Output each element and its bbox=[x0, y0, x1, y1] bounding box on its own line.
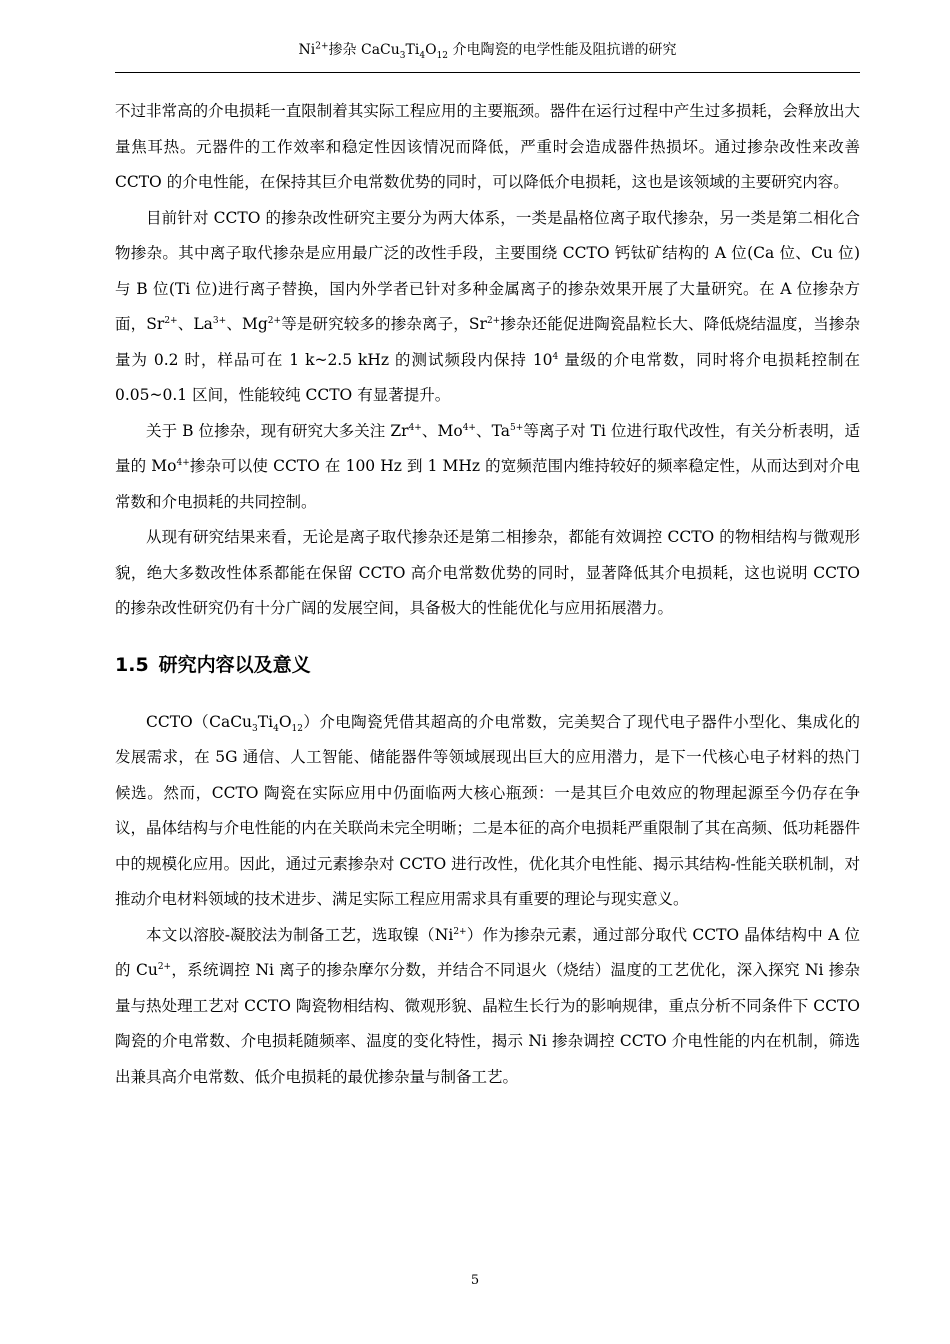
paragraph: 本文以溶胶-凝胶法为制备工艺，选取镍$(Ni^{2+})$作为掺杂元素，通过部分取代 CCTO 晶体结构中 A 位的 $Cu^{2+}$，系统调控 Ni 离子的掺杂摩尔分数，并结合不同退火（烧结）温度的工艺优化，深入探究 Ni 掺杂量与热处理工艺对 CCTO 陶瓷物相结构、微观形貌、晶粒生长行为的影响规律，重点分析不同条件下 CCTO 陶瓷的介电常数、介电损耗随频率、温度的变化特性，揭示 Ni 掺杂调控 CCTO 介电性能的内在机制，筛选出兼具高介电常数、低介电损耗的最优掺杂量与制备工艺。 bbox=[115, 925, 861, 1086]
paragraph: 从现有研究结果来看，无论是离子取代掺杂还是第二相掺杂，都能有效调控 CCTO 的物相结构与微观形貌，绝大多数改性体系都能在保留 CCTO 高介电常数优势的同时，显著降低其介电损耗，这也说明 CCTO 的掺杂改性研究仍有十分广阔的发展空间，具备极大的性能优化与应用拓展潜力。 bbox=[115, 528, 860, 617]
section-heading bbox=[115, 639, 860, 691]
header-subscript: 12 bbox=[436, 50, 449, 61]
paragraph: $CCTO(CaCu_3Ti_4O_{12})$介电陶瓷凭借其超高的介电常数，完美契合了现代电子器件小型化、集成化的发展需求，在 5G 通信、人工智能、储能器件等领域展现出巨大的应用潜力，是下一代核心电子材料的热门候选。然而，CCTO 陶瓷在实际应用中仍面临两大核心瓶颈：一是其巨介电效应的物理起源至今仍存在争议，晶体结构与介电性能的内在关联尚未完全明晰；二是本征的高介电损耗严重限制了其在高频、低功耗器件中的规模化应用。因此，通过元素掺杂对 CCTO 进行改性，优化其介电性能、揭示其结构-性能关联机制，对推动介电材料领域的技术进步、满足实际工程应用需求具有重要的理论与现实意义。 bbox=[115, 712, 860, 908]
paragraph: 不过非常高的介电损耗一直限制着其实际工程应用的主要瓶颈。器件在运行过程中产生过多损耗，会释放出大量焦耳热。元器件的工作效率和稳定性因该情况而降低，严重时会造成器件热损坏。通过掺杂改性来改善 CCTO 的介电性能，在保持其巨介电常数优势的同时，可以降低介电损耗，这也是该领域的主要研究内容。 bbox=[115, 102, 860, 191]
running-header bbox=[115, 40, 860, 60]
section-title: 研究内容以及意义 bbox=[158, 653, 311, 676]
header-text: 掺杂 CaCu bbox=[328, 42, 400, 58]
paragraph: 目前针对 CCTO 的掺杂改性研究主要分为两大体系，一类是晶格位离子取代掺杂，另一类是第二相化合物掺杂。其中离子取代掺杂是应用最广泛的改性手段，主要围绕 CCTO 钙钛矿结构的 A 位(Ca 位、Cu 位)与 B 位(Ti 位)进行离子替换，国内外学者已针对多种金属离子的掺杂效果开展了大量研究。在 A 位掺杂方面，$Sr^{2+}$、$La^{3+}$、$Mg^{2+}$等是研究较多的掺杂离子，$Sr^{2+}$掺杂还能促进陶瓷晶粒长大、降低烧结温度，当掺杂量为 0.2 时，样品可在 1 k~2.5 kHz 的测试频段内保持 $10^4$ 量级的介电常数，同时将介电损耗控制在 0.05~0.1 区间，性能较纯 CCTO 有显著提升。 bbox=[115, 208, 860, 404]
page-body bbox=[115, 94, 860, 1095]
header-subscript: 4 bbox=[419, 50, 426, 61]
paragraph: 关于 B 位掺杂，现有研究大多关注 $Zr^{4+}$、$Mo^{4+}$、$Ta^{5+}$等离子对 Ti 位进行取代改性，有关分析表明，适量的 $Mo^{4+}$掺杂可以使 CCTO 在 100 Hz 到 1 MHz 的宽频范围内维持较好的频率稳定性，从而达到对介电常数和介电损耗的共同控制。 bbox=[115, 421, 861, 511]
header-divider bbox=[115, 72, 860, 73]
page-number: 5 bbox=[470, 1273, 480, 1288]
header-text: Ti bbox=[405, 42, 420, 58]
header-subscript: 3 bbox=[399, 50, 406, 61]
header-superscript: 2+ bbox=[315, 41, 329, 52]
header-text: Ni bbox=[298, 42, 316, 58]
header-text: 介电陶瓷的电学性能及阻抗谱的研究 bbox=[448, 42, 677, 58]
header-text: O bbox=[425, 42, 437, 58]
section-number: 1.5 bbox=[115, 653, 149, 676]
